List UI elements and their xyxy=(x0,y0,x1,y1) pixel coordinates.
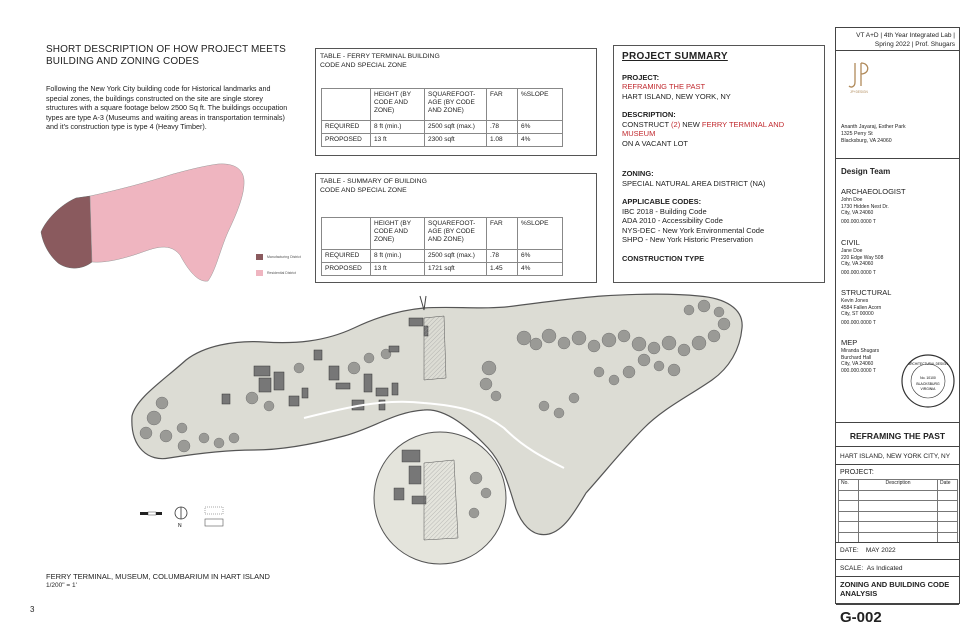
table-cell: Date xyxy=(938,480,958,491)
seal-line: ARCHITECTURAL DESIGN xyxy=(908,362,948,366)
info-line: Jane Doe xyxy=(841,248,863,254)
team-member xyxy=(841,289,891,326)
summary-zoning-value: SPECIAL NATURAL AREA DISTRICT (NA) xyxy=(622,178,766,188)
sheet-title: ZONING AND BUILDING CODE ANALYSIS xyxy=(840,580,950,598)
summary-codes-label: APPLICABLE CODES: xyxy=(622,197,702,206)
seal-line: No. 10100 xyxy=(920,376,936,380)
scale-and-north xyxy=(140,505,240,531)
course-line: VT A+D | 4th Year Integrated Lab | xyxy=(856,32,955,39)
table-cell: FAR xyxy=(487,89,518,121)
desc-highlight: FERRY TERMINAL AND MUSEUM xyxy=(622,119,785,138)
info-line: 220 Edge Way 508 xyxy=(841,254,884,261)
team-member xyxy=(841,339,879,374)
table-cell: PROPOSED xyxy=(322,134,371,147)
table-header-row xyxy=(322,89,563,121)
legend-label: Residential District xyxy=(267,271,296,275)
info-line: John Doe xyxy=(841,197,863,203)
ferry-terminal-zone xyxy=(424,316,446,380)
table-cell: .78 xyxy=(487,250,518,263)
table-cell xyxy=(322,89,371,121)
team-info xyxy=(841,298,891,326)
table-row xyxy=(839,522,958,533)
table-title-line: TABLE - FERRY TERMINAL BUILDING xyxy=(320,53,440,60)
table-cell: PROPOSED xyxy=(322,263,371,276)
code-table xyxy=(321,217,563,276)
team-role: STRUCTURAL xyxy=(841,288,892,297)
table-row xyxy=(322,263,563,276)
info-line: City, VA 24060 xyxy=(841,210,874,217)
design-team-title: Design Team xyxy=(841,167,891,176)
summary-project-label: PROJECT: xyxy=(622,72,660,82)
info-line: 000.000.0000 T xyxy=(841,319,876,326)
table-cell: %SLOPE xyxy=(518,89,563,121)
legend-item xyxy=(256,270,301,276)
table-row xyxy=(322,134,563,147)
table-cell: 1.45 xyxy=(487,263,518,276)
title-block-project-location: HART ISLAND, NEW YORK CITY, NY xyxy=(840,453,951,460)
zoning-map xyxy=(38,160,248,285)
summary-code-item: ADA 2010 - Accessibility Code xyxy=(622,216,723,225)
table-cell: No. xyxy=(839,480,859,491)
table-title-line: TABLE - SUMMARY OF BUILDING xyxy=(320,178,427,185)
desc-text: NEW xyxy=(680,119,702,129)
table-title-line: CODE AND SPECIAL ZONE xyxy=(320,62,407,69)
summary-construction-label: CONSTRUCTION TYPE xyxy=(622,253,705,263)
team-role: MEP xyxy=(841,338,858,347)
table-cell xyxy=(322,218,371,250)
table-cell: %SLOPE xyxy=(518,218,563,250)
zoning-legend xyxy=(256,254,301,286)
legend-swatch xyxy=(256,254,263,260)
title-block-date xyxy=(840,547,896,554)
summary-project-name: REFRAMING THE PAST xyxy=(622,82,706,91)
table-cell: 1.08 xyxy=(487,134,518,147)
scale-value: As Indicated xyxy=(866,565,903,572)
table-cell: Description xyxy=(859,480,938,491)
course-header xyxy=(837,31,955,49)
summary-code-item: SHPO - New York Historic Preservation xyxy=(622,235,753,244)
table-cell: FAR xyxy=(487,218,518,250)
seal-line: BLACKSBURG xyxy=(916,382,940,386)
table-cell: 6% xyxy=(518,250,563,263)
info-line: 000.000.0000 T xyxy=(841,269,876,276)
building-summary-table xyxy=(315,173,597,283)
table-cell: 2300 sqft xyxy=(425,134,487,147)
table-row xyxy=(839,532,958,543)
summary-code-item: IBC 2018 - Building Code xyxy=(622,206,707,216)
table-cell: 4% xyxy=(518,263,563,276)
table-cell: 13 ft xyxy=(371,134,425,147)
info-line: City, VA 24060 xyxy=(841,261,874,268)
table-cell: .78 xyxy=(487,121,518,134)
table-cell: 8 ft (min.) xyxy=(371,121,425,134)
info-line: Burchard Hall xyxy=(841,354,872,361)
caption-scale: 1/200" = 1' xyxy=(46,582,77,589)
summary-project-location: HART ISLAND, NEW YORK, NY xyxy=(622,91,731,101)
date-label: DATE: xyxy=(840,547,859,554)
firm-address xyxy=(841,124,906,145)
firm-logo xyxy=(848,60,878,94)
legend-swatch xyxy=(256,270,263,276)
summary-description-label: DESCRIPTION: xyxy=(622,110,676,119)
project-summary xyxy=(613,45,825,283)
address-line: Ananth Jayaraj, Esther Park xyxy=(841,124,906,130)
team-info xyxy=(841,197,906,225)
table-cell: HEIGHT (BY CODE AND ZONE) xyxy=(371,218,425,250)
table-title-line: CODE AND SPECIAL ZONE xyxy=(320,187,407,194)
info-line: 000.000.0000 T xyxy=(841,367,876,374)
summary-description-lot: ON A VACANT LOT xyxy=(622,138,688,148)
date-value: MAY 2022 xyxy=(865,547,896,554)
table-cell: SQUAREFOOT-AGE (BY CODE AND ZONE) xyxy=(425,89,487,121)
title-block-scale xyxy=(840,565,903,572)
summary-code-item: NYS-DEC - New York Environmental Code xyxy=(622,225,765,235)
table-row xyxy=(839,501,958,512)
team-member xyxy=(841,239,883,276)
table-header-row xyxy=(322,218,563,250)
info-line: Miranda Shugars xyxy=(841,348,880,354)
course-line: Spring 2022 | Prof. Shugars xyxy=(874,41,955,48)
info-line: 4584 Fallen Acorn xyxy=(841,304,882,311)
table-title xyxy=(320,52,440,70)
table-row xyxy=(839,511,958,522)
desc-count: (2) xyxy=(671,119,681,129)
scale-label: SCALE: xyxy=(840,565,864,572)
architect-seal-icon xyxy=(900,353,956,409)
summary-title: PROJECT SUMMARY xyxy=(622,51,728,62)
manufacturing-zone xyxy=(41,196,92,268)
ferry-terminal-table xyxy=(315,48,597,156)
table-cell: 6% xyxy=(518,121,563,134)
table-cell: REQUIRED xyxy=(322,121,371,134)
legend-item xyxy=(256,254,301,260)
table-cell: 8 ft (min.) xyxy=(371,250,425,263)
title-block xyxy=(835,27,960,626)
summary-description xyxy=(622,120,816,139)
table-header-row xyxy=(839,480,958,491)
team-role: ARCHAEOLOGIST xyxy=(841,187,906,196)
legend-label: Manufacturing District xyxy=(267,255,301,259)
team-info xyxy=(841,248,883,276)
description-body: Following the New York City building code for Historical landmarks and special zones, the buildings constructed on the site are single storey structures with a square footage below 2500 Sq ft. The buildings occupation types are type A-3 (Museums and waiting areas in transportation terminals) and it's construction type is type 4 (Heavy Timber). xyxy=(46,84,288,132)
table-row xyxy=(322,121,563,134)
info-line: Kevin Jones xyxy=(841,298,869,304)
table-cell: 1721 sqft xyxy=(425,263,487,276)
team-member xyxy=(841,188,906,225)
seal-line: VIRGINIA xyxy=(920,387,936,391)
table-row xyxy=(839,490,958,501)
table-cell: 2500 sqft (max.) xyxy=(425,121,487,134)
team-role: CIVIL xyxy=(841,238,860,247)
table-cell: 4% xyxy=(518,134,563,147)
info-line: City, VA 24060 xyxy=(841,361,874,368)
info-line: City, ST 00000 xyxy=(841,311,874,318)
table-cell: HEIGHT (BY CODE AND ZONE) xyxy=(371,89,425,121)
description-title: SHORT DESCRIPTION OF HOW PROJECT MEETS BUILDING AND ZONING CODES xyxy=(46,44,286,67)
info-line: 1730 Hidden Nest Dr. xyxy=(841,203,889,210)
code-table xyxy=(321,88,563,147)
detail-hatch xyxy=(424,460,458,540)
address-line: Blacksburg, VA 24060 xyxy=(841,138,892,144)
caption-text: FERRY TERMINAL, MUSEUM, COLUMBARIUM IN HART ISLAND xyxy=(46,572,270,581)
address-line: 1325 Perry St xyxy=(841,131,873,137)
table-cell: REQUIRED xyxy=(322,250,371,263)
drawing-caption xyxy=(46,572,270,590)
team-info xyxy=(841,348,879,374)
table-cell: 2500 sqft (max.) xyxy=(425,250,487,263)
sheet-number: G-002 xyxy=(840,609,882,626)
info-line: 000.000.0000 T xyxy=(841,218,876,225)
summary-zoning-label: ZONING: xyxy=(622,169,654,178)
logo-text: JP+DESIGN xyxy=(850,90,868,94)
page-number: 3 xyxy=(30,605,35,614)
revision-table xyxy=(838,479,958,543)
table-cell: 13 ft xyxy=(371,263,425,276)
desc-text: CONSTRUCT xyxy=(622,119,672,129)
title-block-project-name: REFRAMING THE PAST xyxy=(849,431,946,441)
north-label: N xyxy=(178,523,182,529)
residential-zone xyxy=(90,164,244,281)
title-block-project-label: PROJECT: xyxy=(840,469,874,476)
table-title xyxy=(320,177,427,195)
table-row xyxy=(322,250,563,263)
table-cell: SQUAREFOOT-AGE (BY CODE AND ZONE) xyxy=(425,218,487,250)
